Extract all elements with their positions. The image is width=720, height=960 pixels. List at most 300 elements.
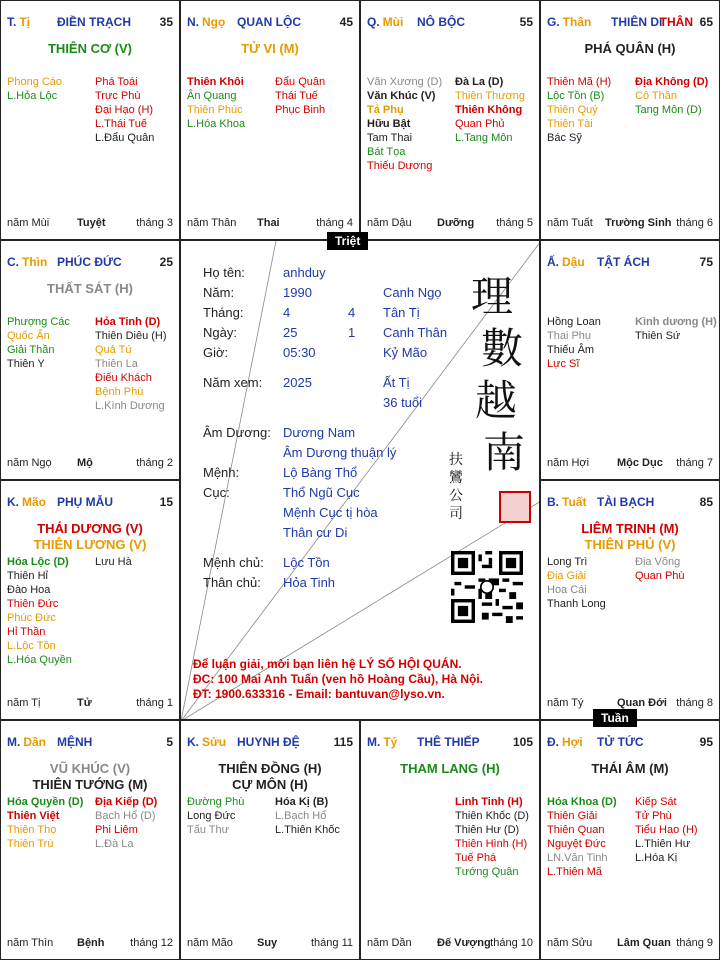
main-stars: [181, 41, 359, 57]
palace-huynh-de[interactable]: [180, 720, 360, 960]
star-column-right: [95, 315, 180, 413]
footer-month: tháng 6: [676, 217, 713, 229]
main-star: THIÊN CƠ (V): [47, 41, 133, 56]
minor-star: Thanh Long: [547, 598, 606, 610]
minor-star: L.Thiên Mã: [547, 866, 603, 878]
minor-star: L.Tang Môn: [455, 132, 513, 144]
minor-star: Lưu Hà: [95, 556, 132, 568]
than-chu-label: Thân chủ:: [203, 575, 261, 590]
logo-char: 數: [481, 324, 524, 373]
minor-star: Giải Thần: [7, 344, 55, 356]
minor-star: Bát Tọa: [367, 146, 406, 158]
palace-age: 55: [519, 15, 533, 29]
advert-address: ĐC: 100 Mai Anh Tuấn (ven hồ Hoàng Cầu), Hà Nội.: [193, 672, 484, 686]
branch-letter: Q.: [367, 15, 380, 29]
minor-star: Quan Phù: [635, 570, 685, 582]
minor-star: Linh Tinh (H): [455, 796, 523, 808]
minor-star: Hoa Cái: [547, 584, 587, 596]
palace-footer: [7, 457, 173, 471]
minor-star: Thiên Phúc: [187, 104, 243, 116]
menh-chu-label: Mệnh chủ:: [203, 555, 264, 570]
minor-star: Thiên Y: [7, 358, 45, 370]
branch-letter: B.: [547, 495, 559, 509]
minor-star: L.Bạch Hổ: [275, 810, 327, 822]
footer-month: tháng 2: [136, 457, 173, 469]
footer-cycle: Trường Sinh: [605, 217, 672, 229]
minor-star: Quan Phủ: [455, 118, 505, 130]
minor-star: Thiên Thương: [455, 90, 526, 102]
footer-cycle: Bệnh: [77, 937, 105, 949]
minor-star: Tang Môn (D): [635, 104, 702, 116]
main-stars: [181, 761, 359, 793]
minor-star: Thiên Hư (D): [455, 824, 520, 836]
palace-title: TẬT ÁCH: [597, 255, 650, 269]
minor-star: Long Đức: [187, 810, 236, 822]
qr-code[interactable]: [451, 551, 523, 623]
footer-year: năm Dần: [367, 937, 412, 949]
footer-cycle: Tuyệt: [77, 217, 106, 229]
footer-cycle: Quan Đới: [617, 697, 667, 709]
main-star: TỬ VI (M): [241, 41, 299, 56]
footer-cycle: Đế Vượng: [437, 937, 491, 949]
minor-star: Văn Khúc (V): [367, 90, 436, 102]
main-star: THIÊN LƯƠNG (V): [33, 537, 147, 552]
minor-star: LN.Văn Tinh: [547, 852, 608, 864]
star-column-left: [547, 555, 635, 611]
minor-star: Tiểu Hao (H): [635, 824, 698, 836]
palace-menh[interactable]: [0, 720, 180, 960]
branch-name: Dần: [23, 735, 47, 749]
palace-header: [187, 735, 353, 749]
footer-cycle: Mộc Dục: [617, 457, 663, 469]
palace-title: THÊ THIẾP: [417, 735, 480, 749]
minor-star: Quốc Ấn: [7, 330, 50, 342]
palace-phuc-duc[interactable]: [0, 240, 180, 480]
branch-letter: K.: [7, 495, 19, 509]
main-star: THIÊN TƯỚNG (M): [32, 777, 148, 792]
palace-header: [547, 735, 713, 749]
branch-letter: Ấ.: [547, 255, 559, 269]
minor-star: Thiên Trù: [7, 838, 54, 850]
minor-star: Thai Phụ: [547, 330, 592, 342]
minor-star: L.Đẩu Quân: [95, 132, 155, 144]
minor-star: Địa Võng: [635, 556, 681, 568]
minor-star: Thiên Diêu (H): [95, 330, 167, 342]
minor-star: L.Hóa Khoa: [187, 118, 246, 130]
gio-value: 05:30: [283, 345, 316, 360]
palace-footer: [547, 217, 713, 231]
branch-name: Tuất: [562, 495, 587, 509]
palace-branch: [547, 15, 591, 29]
branch-letter: M.: [7, 735, 21, 749]
main-star: THIÊN ĐỒNG (H): [218, 761, 322, 776]
footer-month: tháng 9: [676, 937, 713, 949]
star-column-right: [95, 795, 180, 851]
minor-star: Trực Phù: [95, 90, 141, 102]
palace-age: 75: [699, 255, 713, 269]
palace-age: 95: [699, 735, 713, 749]
footer-year: năm Sửu: [547, 937, 593, 949]
minor-star: Tướng Quân: [455, 866, 519, 878]
main-star: THAM LANG (H): [400, 761, 500, 776]
footer-year: năm Tý: [547, 697, 584, 709]
minor-star: Đại Hạo (H): [95, 104, 154, 116]
palace-the-thiep[interactable]: [360, 720, 540, 960]
minor-star: Thiên Khôi: [187, 76, 244, 88]
nam-xem-can: Ất Tị: [383, 375, 410, 390]
logo-char: 理: [471, 272, 514, 321]
star-column-right: [455, 795, 540, 879]
red-stamp: [499, 491, 531, 523]
palace-age: 15: [159, 495, 173, 509]
palace-footer: [7, 217, 173, 231]
center-info-panel: [180, 240, 540, 720]
palace-title: ĐIỀN TRẠCH: [57, 15, 131, 29]
palace-header: [7, 495, 173, 509]
palace-header: [547, 495, 713, 509]
palace-no-boc[interactable]: [360, 0, 540, 240]
minor-star: Tử Phù: [635, 810, 672, 822]
star-column-left: [187, 795, 275, 837]
cuc-label: Cục:: [203, 485, 230, 500]
palace-header: [187, 15, 353, 29]
minor-star: Hóa Khoa (D): [547, 796, 617, 808]
ngay-lunar: 1: [348, 325, 356, 340]
palace-title: QUAN LỘC: [237, 15, 301, 29]
tuoi: 36 tuổi: [383, 395, 423, 410]
main-stars: [1, 41, 179, 57]
minor-star: Thiên Hình (H): [455, 838, 528, 850]
palace-footer: [367, 217, 533, 231]
ngay-can: Canh Thân: [383, 325, 448, 340]
minor-star: Tấu Thư: [187, 824, 230, 836]
star-column-left: [547, 795, 635, 879]
minor-star: L.Thái Tuế: [95, 118, 147, 130]
main-star: CỰ MÔN (H): [232, 777, 308, 792]
footer-year: năm Mùi: [7, 217, 50, 229]
branch-letter: C.: [7, 255, 19, 269]
minor-star: Thiên Đức: [7, 598, 59, 610]
minor-star: Bác Sỹ: [547, 132, 582, 144]
ho-ten-label: Họ tên:: [203, 265, 245, 280]
minor-star: Đào Hoa: [7, 584, 51, 596]
minor-star: Bạch Hổ (D): [95, 810, 156, 822]
palace-footer: [7, 697, 173, 711]
nam-label: Năm:: [203, 285, 235, 300]
palace-tu-tuc[interactable]: [540, 720, 720, 960]
than-marker: THÂN: [659, 15, 693, 29]
contact-advert: [193, 657, 529, 702]
am-duong-label: Âm Dương:: [203, 425, 271, 440]
footer-year: năm Tuất: [547, 217, 593, 229]
star-column-left: [7, 315, 95, 371]
palace-quan-loc[interactable]: [180, 0, 360, 240]
minor-star: Thiếu Dương: [367, 160, 433, 172]
star-column-right: [635, 795, 720, 865]
nam-xem-label: Năm xem:: [203, 375, 263, 390]
minor-star: Đường Phù: [187, 796, 245, 808]
star-column-left: [7, 75, 95, 103]
minor-star: Hóa Lộc (D): [7, 556, 69, 568]
palace-age: 85: [699, 495, 713, 509]
main-stars: [361, 761, 539, 777]
footer-year: năm Tị: [7, 697, 41, 709]
logo-calligraphy: [471, 271, 525, 479]
main-star: THÁI DƯƠNG (V): [37, 521, 143, 536]
palace-age: 65: [699, 15, 713, 29]
palace-footer: [547, 457, 713, 471]
footer-cycle: Tử: [77, 697, 92, 709]
minor-star: L.Thiên Khốc: [275, 824, 340, 836]
menh-value: Lộ Bàng Thổ: [283, 465, 358, 480]
menh-chu-value: Lộc Tồn: [283, 555, 330, 570]
palace-title: PHỤ MẪU: [57, 495, 113, 509]
palace-footer: [547, 937, 713, 951]
palace-header: [367, 735, 533, 749]
minor-star: Địa Không (D): [635, 76, 709, 88]
logo-char: 越: [475, 376, 518, 425]
palace-age: 45: [339, 15, 353, 29]
palace-tai-bach[interactable]: [540, 480, 720, 720]
minor-star: Thiên Khốc (D): [455, 810, 529, 822]
gio-label: Giờ:: [203, 345, 229, 360]
branch-name: Mùi: [382, 15, 404, 29]
palace-age: 115: [333, 735, 353, 749]
palace-tat-ach[interactable]: [540, 240, 720, 480]
minor-star: Phượng Các: [7, 316, 70, 328]
footer-cycle: Thai: [257, 217, 280, 229]
branch-letter: M.: [367, 735, 381, 749]
star-column-right: [635, 555, 720, 583]
palace-title: THIÊN DI: [611, 15, 663, 29]
minor-star: Hồng Loan: [547, 316, 601, 328]
main-stars: [541, 41, 719, 57]
palace-footer: [367, 937, 533, 951]
cuc-value: Thổ Ngũ Cục: [283, 485, 360, 500]
ho-ten-value: anhduy: [283, 265, 326, 280]
footer-year: năm Thìn: [7, 937, 54, 949]
minor-star: L.Thiên Hư: [635, 838, 691, 850]
menh-label: Mệnh:: [203, 465, 240, 480]
footer-month: tháng 4: [316, 217, 353, 229]
am-duong-note: Âm Dương thuận lý: [283, 445, 397, 460]
branch-name: Dậu: [562, 255, 585, 269]
footer-year: năm Dậu: [367, 217, 412, 229]
star-column-left: [187, 75, 275, 131]
minor-star: Thiên Thọ: [7, 824, 57, 836]
branch-name: Sửu: [202, 735, 227, 749]
star-column-left: [547, 315, 635, 371]
palace-thien-di[interactable]: [540, 0, 720, 240]
palace-age: 105: [512, 735, 533, 749]
ngay-label: Ngày:: [203, 325, 237, 340]
star-column-right: [635, 75, 720, 117]
minor-star: Thiên Tài: [547, 118, 593, 130]
palace-age: 35: [159, 15, 173, 29]
minor-star: Phá Toái: [95, 76, 138, 88]
minor-star: Tuế Phá: [455, 852, 497, 864]
footer-year: năm Hợi: [547, 457, 590, 469]
minor-star: L.Kình Dương: [95, 400, 165, 412]
minor-star: Thiên La: [95, 358, 138, 370]
minor-star: Đẩu Quân: [275, 76, 326, 88]
cuc-note: Mệnh Cục tị hòa: [283, 505, 378, 520]
footer-year: năm Ngọ: [7, 457, 52, 469]
advert-contact: ĐT: 1900.633316 - Email: bantuvan@lyso.vn.: [193, 687, 445, 701]
star-column-right: [95, 555, 180, 569]
palace-header: [7, 735, 173, 749]
than-chu-value: Hỏa Tinh: [283, 575, 336, 590]
palace-title: MỆNH: [57, 735, 93, 749]
palace-footer: [187, 217, 353, 231]
minor-star: Thiên Hỉ: [7, 570, 48, 582]
minor-star: Thiên Sứ: [635, 330, 681, 342]
minor-star: Hỏa Tinh (D): [95, 316, 161, 328]
palace-branch: [547, 255, 585, 269]
minor-star: Địa Giải: [547, 570, 587, 582]
minor-star: Lộc Tồn (B): [547, 90, 605, 102]
star-column-left: [367, 75, 455, 173]
palace-age: 5: [166, 735, 173, 749]
minor-star: Phục Binh: [275, 104, 326, 116]
minor-star: Phong Cáo: [7, 76, 63, 88]
am-duong-value: Dương Nam: [283, 425, 356, 440]
minor-star: L.Lộc Tồn: [7, 640, 56, 652]
minor-star: Địa Kiếp (D): [95, 796, 158, 808]
branch-name: Tị: [19, 15, 31, 29]
star-column-left: [7, 555, 95, 667]
main-star: VŨ KHÚC (V): [49, 761, 131, 776]
footer-cycle: Lâm Quan: [617, 937, 671, 949]
minor-star: Thiên Việt: [7, 810, 60, 822]
star-column-right: [455, 75, 540, 145]
branch-letter: K.: [187, 735, 199, 749]
minor-star: Tả Phụ: [367, 104, 404, 116]
footer-cycle: Mộ: [77, 457, 93, 469]
advert-line: Để luận giải, mời bạn liên hệ LÝ SỐ HỘI QUÁN.: [193, 657, 462, 671]
minor-star: Thái Tuế: [275, 90, 318, 102]
palace-header: [367, 15, 533, 29]
palace-branch: [187, 15, 225, 29]
palace-age: 25: [159, 255, 173, 269]
main-star: LIÊM TRINH (M): [581, 521, 679, 536]
minor-star: Thiên Không: [455, 104, 523, 116]
minor-star: Cô Thần: [635, 90, 677, 102]
minor-star: Thiếu Âm: [547, 344, 595, 356]
minor-star: Thiên Quý: [547, 104, 598, 116]
minor-star: Hữu Bật: [367, 118, 411, 130]
palace-header: [547, 15, 713, 29]
star-column-right: [95, 75, 180, 145]
nam-can: Canh Ngọ: [383, 285, 442, 300]
footer-month: tháng 5: [496, 217, 533, 229]
minor-star: Nguyệt Đức: [547, 838, 606, 850]
palace-header: [547, 255, 713, 269]
tuan-tag: Tuần: [593, 709, 637, 727]
minor-star: Quả Tú: [95, 344, 132, 356]
branch-letter: N.: [187, 15, 199, 29]
minor-star: Long Trì: [547, 556, 588, 568]
main-stars: [541, 521, 719, 553]
palace-title: NÔ BỘC: [417, 15, 465, 29]
star-column-right: [275, 75, 360, 117]
palace-header: [7, 15, 173, 29]
branch-letter: Đ.: [547, 735, 559, 749]
star-column-right: [635, 315, 720, 343]
branch-name: Hợi: [562, 735, 583, 749]
footer-month: tháng 3: [136, 217, 173, 229]
palace-title: PHÚC ĐỨC: [57, 255, 122, 269]
footer-month: tháng 1: [136, 697, 173, 709]
minor-star: Hóa Kị (B): [275, 796, 329, 808]
footer-month: tháng 8: [676, 697, 713, 709]
branch-name: Thìn: [22, 255, 48, 269]
main-star: THÁI ÂM (M): [591, 761, 669, 776]
minor-star: Bệnh Phù: [95, 386, 144, 398]
palace-branch: [7, 15, 30, 29]
minor-star: L.Hóa Quyền: [7, 654, 72, 666]
palace-dien-trach[interactable]: [0, 0, 180, 240]
logo-char: 南: [483, 428, 526, 477]
palace-phu-mau[interactable]: [0, 480, 180, 720]
nam-xem-value: 2025: [283, 375, 312, 390]
palace-branch: [367, 735, 397, 749]
palace-header: [7, 255, 173, 269]
minor-star: Phúc Đức: [7, 612, 56, 624]
palace-branch: [547, 495, 586, 509]
minor-star: Phi Liêm: [95, 824, 138, 836]
main-star: THẤT SÁT (H): [47, 281, 133, 296]
logo-seal: 扶鸞公司: [449, 452, 463, 522]
minor-star: Ân Quang: [187, 90, 237, 102]
thang-can: Tân Tị: [383, 305, 420, 320]
palace-branch: [547, 735, 583, 749]
footer-cycle: Dưỡng: [437, 217, 475, 229]
footer-cycle: Suy: [257, 937, 278, 949]
minor-star: Thiên Mã (H): [547, 76, 612, 88]
palace-branch: [7, 735, 46, 749]
branch-name: Tý: [383, 735, 398, 749]
palace-footer: [7, 937, 173, 951]
main-stars: [541, 761, 719, 777]
palace-title: HUYNH ĐỆ: [237, 735, 300, 749]
minor-star: Kình dương (H): [635, 316, 717, 328]
triet-tag: Triệt: [327, 232, 368, 250]
palace-title: TỬ TỨC: [597, 735, 644, 749]
minor-star: Hỉ Thần: [7, 626, 46, 638]
thang-lunar: 4: [348, 305, 356, 320]
minor-star: Hóa Quyền (D): [7, 796, 84, 808]
main-star: THIÊN PHỦ (V): [584, 537, 676, 552]
main-stars: [1, 761, 179, 793]
footer-month: tháng 7: [676, 457, 713, 469]
footer-month: tháng 11: [310, 937, 353, 949]
branch-name: Mão: [22, 495, 46, 509]
minor-star: Lực Sĩ: [547, 358, 580, 370]
palace-footer: [187, 937, 353, 951]
palace-branch: [7, 255, 47, 269]
branch-letter: G.: [547, 15, 560, 29]
gio-can: Kỷ Mão: [383, 345, 428, 360]
thang-label: Tháng:: [203, 305, 244, 320]
minor-star: Đà La (D): [455, 76, 504, 88]
minor-star: Tam Thai: [367, 132, 413, 144]
star-column-left: [7, 795, 95, 851]
main-stars: [1, 281, 179, 297]
minor-star: Điếu Khách: [95, 372, 152, 384]
star-column-right: [275, 795, 360, 837]
thang-value: 4: [283, 305, 291, 320]
